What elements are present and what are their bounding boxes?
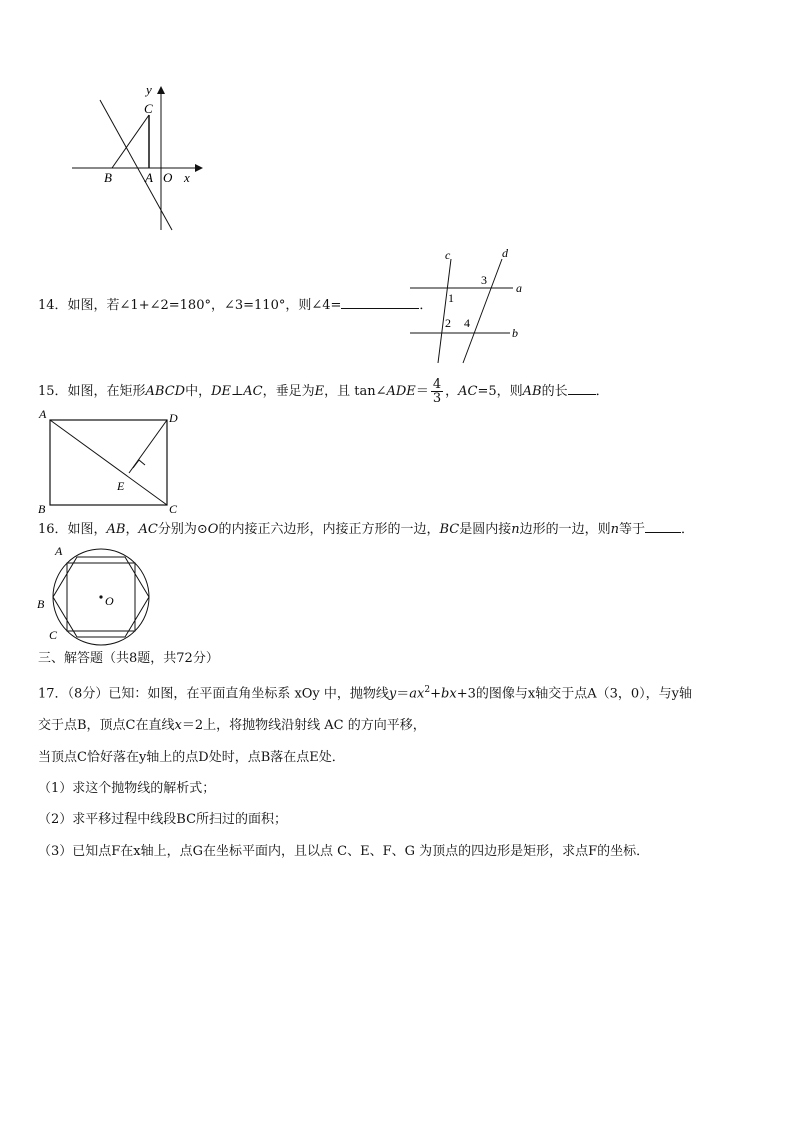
svg-text:1: 1 bbox=[448, 291, 454, 305]
svg-text:A: A bbox=[39, 407, 47, 421]
svg-text:O: O bbox=[105, 594, 114, 608]
line-c bbox=[438, 259, 451, 363]
label-y: y bbox=[146, 82, 152, 97]
svg-text:4: 4 bbox=[464, 316, 470, 330]
question-15: 15．如图，在矩形ABCD中，DE⊥AC，垂足为E，且 tan∠ADE＝ $\frac{4}{3}$ ，AC=5，则AB的长 ． bbox=[38, 377, 609, 406]
svg-text:E: E bbox=[117, 479, 125, 493]
circle-polygons-figure bbox=[35, 543, 155, 648]
rectangle-figure bbox=[35, 405, 185, 517]
question-16: 16．如图，AB，AC分别为⊙O的内接正六边形，内接正方形的一边，BC是圆内接n边形的一边，则n等于 ． bbox=[38, 522, 695, 537]
label-o: O bbox=[163, 170, 173, 185]
question-14: 14．如图，若∠1+∠2=180°，∠3=110°，则∠4= ． bbox=[38, 298, 433, 313]
y-axis-arrow bbox=[157, 86, 165, 94]
question-17-line-3: 当顶点C恰好落在y轴上的点D处时，点B落在点E处． bbox=[38, 750, 345, 765]
question-17-line-2: 交于点B，顶点C在直线x＝2上，将抛物线沿射线 AC 的方向平移， bbox=[38, 718, 426, 733]
svg-text:3: 3 bbox=[481, 273, 487, 287]
coordinate-figure bbox=[60, 80, 210, 235]
svg-text:C: C bbox=[49, 628, 58, 642]
x-axis-arrow bbox=[195, 164, 203, 172]
svg-text:C: C bbox=[169, 502, 178, 516]
svg-text:b: b bbox=[512, 326, 518, 340]
center-dot bbox=[99, 595, 102, 598]
label-b: B bbox=[104, 170, 112, 185]
svg-text:a: a bbox=[516, 281, 522, 295]
question-17-line-1: 17．（8分）已知：如图，在平面直角坐标系 xOy 中，抛物线$y=ax^2+bx+3$的图像与x轴交于点A（3，0），与y轴 bbox=[38, 685, 692, 702]
svg-text:A: A bbox=[55, 544, 63, 558]
svg-text:B: B bbox=[37, 597, 45, 611]
right-angle-mark bbox=[133, 460, 145, 468]
q14-text: 14．如图，若∠1+∠2=180°，∠3=110°，则∠4= bbox=[38, 298, 342, 313]
svg-text:c: c bbox=[445, 248, 451, 262]
q16-answer-blank[interactable] bbox=[645, 520, 681, 533]
q15-answer-blank[interactable] bbox=[568, 382, 596, 395]
svg-text:D: D bbox=[169, 411, 178, 425]
parallel-lines-figure bbox=[405, 245, 535, 370]
svg-text:d: d bbox=[502, 246, 508, 260]
fraction-four-thirds: $\frac{4}{3}$ bbox=[432, 377, 442, 406]
svg-text:2: 2 bbox=[445, 316, 451, 330]
label-a: A bbox=[145, 170, 153, 185]
question-17-part-1: （1）求这个抛物线的解析式； bbox=[38, 781, 216, 796]
svg-text:B: B bbox=[38, 502, 46, 516]
label-c: C bbox=[144, 101, 153, 116]
section-heading: 三、解答题（共8题，共72分） bbox=[38, 651, 219, 666]
diagonal-ac bbox=[50, 420, 167, 505]
question-17-part-3: （3）已知点F在x轴上，点G在坐标平面内，且以点 C、E、F、G 为顶点的四边形是矩形，求点F的坐标． bbox=[38, 844, 650, 859]
question-17-part-2: （2）求平移过程中线段BC所扫过的面积； bbox=[38, 812, 288, 827]
line-bc bbox=[112, 115, 149, 168]
label-x: x bbox=[184, 170, 190, 185]
